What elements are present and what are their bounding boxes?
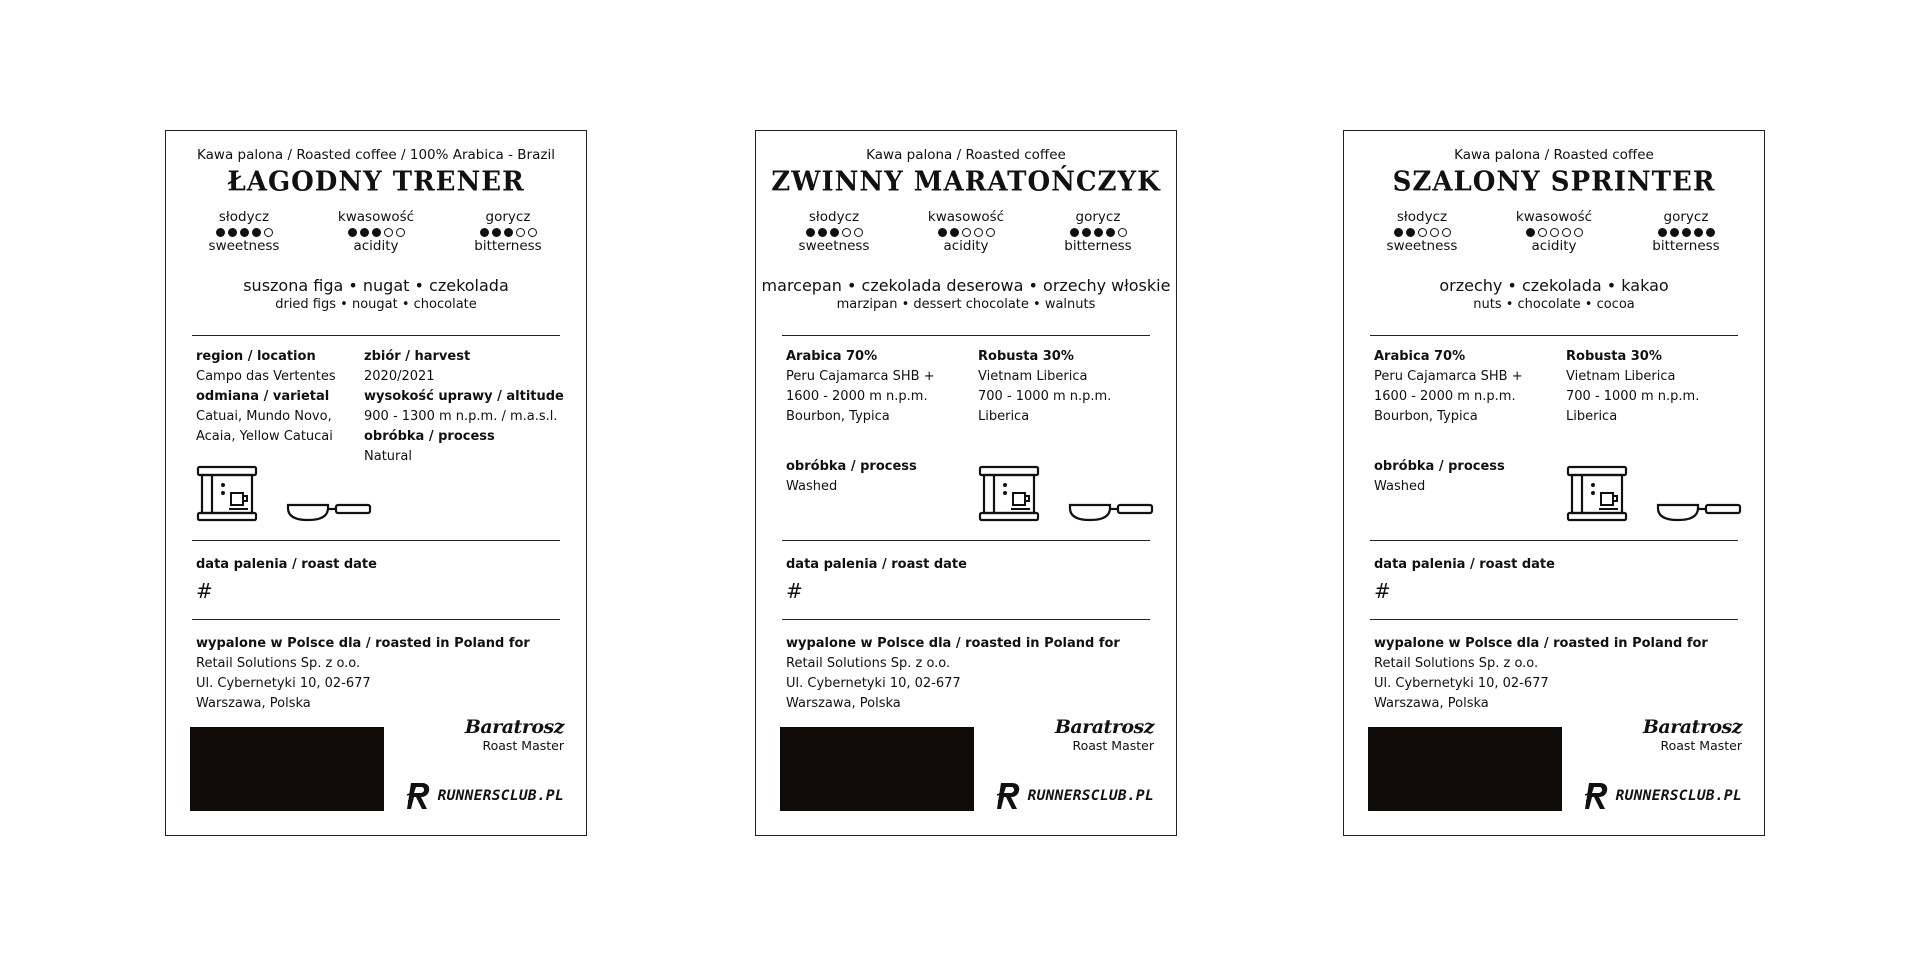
robusta-line: Liberica [978, 409, 1030, 424]
runner-logo-icon [996, 781, 1022, 811]
rating-dots [184, 228, 304, 237]
rating-label-pl: kwasowość [1515, 209, 1593, 225]
rating-dot-empty [528, 228, 537, 237]
divider [192, 335, 560, 336]
tasting-notes [166, 276, 586, 312]
brew-method-icons [1566, 465, 1742, 523]
rating-label-en: bitterness [474, 238, 542, 254]
tasting-notes-en: marzipan • dessert chocolate • walnuts [836, 297, 1096, 312]
rating-dot-filled [818, 228, 827, 237]
brand-logo [406, 781, 564, 811]
varietal-value-line2: Acaia, Yellow Catucai [196, 429, 333, 444]
signature-script: Baratrosz [1054, 716, 1154, 738]
address-line: Ul. Cybernetyki 10, 02-677 [1374, 676, 1549, 691]
rating-dot-empty [384, 228, 393, 237]
address-line: Warszawa, Polska [786, 696, 901, 711]
region-label: region / location [196, 349, 316, 364]
rating-dots [448, 228, 568, 237]
rating-dots [906, 228, 1026, 237]
roast-date-label: data palenia / roast date [1374, 557, 1555, 572]
rating-dot-empty [842, 228, 851, 237]
varietal-label: odmiana / varietal [196, 389, 330, 404]
rating-dot-filled [348, 228, 357, 237]
rating-label-pl: gorycz [1075, 209, 1121, 225]
roasted-for-label: wypalone w Polsce dla / roasted in Poland for [196, 636, 530, 651]
rating-dots [1494, 228, 1614, 237]
rating-label-en: acidity [943, 238, 989, 254]
divider [782, 619, 1150, 620]
rating-dot-empty [986, 228, 995, 237]
rating-dots [1626, 228, 1746, 237]
signature-role: Roast Master [482, 738, 564, 753]
brew-method-icons [978, 465, 1154, 523]
arabica-info [1374, 347, 1564, 427]
card-title: ŁAGODNY TRENER [227, 166, 525, 198]
roast-date-value: # [786, 579, 803, 603]
brand-logo [1584, 781, 1742, 811]
tasting-notes-pl: orzechy • czekolada • kakao [1439, 276, 1669, 295]
roasted-for-block [786, 634, 1120, 714]
rating-dot-filled [1706, 228, 1715, 237]
rating-dot-filled [806, 228, 815, 237]
roast-master-signature [465, 716, 564, 753]
card-title: ZWINNY MARATOŃCZYK [771, 166, 1161, 198]
varietal-value-line1: Catuai, Mundo Novo, [196, 409, 332, 424]
rating-dots [1038, 228, 1158, 237]
rating-sweetness [774, 209, 894, 255]
rating-dots [316, 228, 436, 237]
rating-acidity [1494, 209, 1614, 255]
harvest-value: 2020/2021 [364, 369, 435, 384]
divider [782, 540, 1150, 541]
rating-bitterness [448, 209, 568, 255]
rating-dot-filled [1070, 228, 1079, 237]
harvest-label: zbiór / harvest [364, 349, 471, 364]
process-value: Washed [1374, 479, 1426, 494]
process-value: Washed [786, 479, 838, 494]
rating-label-pl: słodycz [218, 209, 270, 225]
rating-dot-filled [950, 228, 959, 237]
rating-dot-filled [504, 228, 513, 237]
portafilter-icon [1068, 499, 1154, 523]
divider [1370, 619, 1738, 620]
portafilter-icon [286, 499, 372, 523]
brand-name: RUNNERSCLUB.PL [1615, 788, 1742, 804]
rating-dot-empty [1538, 228, 1547, 237]
rating-label-pl: gorycz [1663, 209, 1709, 225]
rating-label-pl: kwasowość [927, 209, 1005, 225]
rating-label-en: bitterness [1652, 238, 1720, 254]
tasting-notes-pl: suszona figa • nugat • czekolada [243, 276, 509, 295]
tasting-notes-en: dried figs • nougat • chocolate [275, 297, 477, 312]
brand-name: RUNNERSCLUB.PL [1027, 788, 1154, 804]
robusta-line: Liberica [1566, 409, 1618, 424]
roasted-for-block [196, 634, 530, 714]
rating-dot-filled [240, 228, 249, 237]
rating-label-en: bitterness [1064, 238, 1132, 254]
barcode-placeholder-box [1368, 727, 1562, 811]
tasting-notes [1344, 276, 1764, 312]
flavor-ratings [774, 209, 1158, 255]
rating-label-en: sweetness [798, 238, 870, 254]
arabica-line: Peru Cajamarca SHB + [1374, 369, 1523, 384]
process-info [786, 457, 966, 497]
roasted-for-block [1374, 634, 1708, 714]
rating-dot-filled [252, 228, 261, 237]
rating-dot-empty [974, 228, 983, 237]
address-line: Warszawa, Polska [1374, 696, 1489, 711]
rating-dot-filled [1082, 228, 1091, 237]
rating-sweetness [1362, 209, 1482, 255]
card-title: SZALONY SPRINTER [1392, 166, 1716, 198]
rating-dot-filled [1094, 228, 1103, 237]
signature-script: Baratrosz [464, 716, 564, 738]
espresso-machine-icon [196, 465, 260, 523]
rating-dot-empty [854, 228, 863, 237]
brew-method-icons [196, 465, 372, 523]
rating-acidity [906, 209, 1026, 255]
process-value: Natural [364, 449, 412, 464]
origin-info-right [364, 347, 579, 467]
rating-dot-filled [830, 228, 839, 237]
rating-dot-empty [962, 228, 971, 237]
rating-label-en: sweetness [208, 238, 280, 254]
coffee-label-card-3 [1343, 130, 1765, 836]
signature-role: Roast Master [1660, 738, 1742, 753]
region-value: Campo das Vertentes [196, 369, 336, 384]
rating-label-pl: kwasowość [337, 209, 415, 225]
roast-date-value: # [1374, 579, 1391, 603]
rating-bitterness [1626, 209, 1746, 255]
rating-dot-empty [1574, 228, 1583, 237]
divider [1370, 335, 1738, 336]
rating-label-en: acidity [353, 238, 399, 254]
roast-date-label: data palenia / roast date [196, 557, 377, 572]
arabica-line: Peru Cajamarca SHB + [786, 369, 935, 384]
rating-dot-empty [1550, 228, 1559, 237]
tasting-notes [756, 276, 1176, 312]
roast-date-value: # [196, 579, 213, 603]
robusta-line: 700 - 1000 m n.p.m. [978, 389, 1112, 404]
origin-info-left [196, 347, 366, 447]
tasting-notes-pl: marcepan • czekolada deserowa • orzechy włoskie [761, 276, 1171, 295]
signature-script: Baratrosz [1642, 716, 1742, 738]
espresso-machine-icon [978, 465, 1042, 523]
coffee-label-card-1 [165, 130, 587, 836]
card-subtitle: Kawa palona / Roasted coffee [866, 147, 1066, 163]
divider [192, 619, 560, 620]
rating-dot-empty [1562, 228, 1571, 237]
robusta-label: Robusta 30% [978, 349, 1074, 364]
arabica-line: 1600 - 2000 m n.p.m. [786, 389, 928, 404]
espresso-machine-icon [1566, 465, 1630, 523]
process-label: obróbka / process [786, 459, 917, 474]
roast-master-signature [1055, 716, 1154, 753]
rating-dot-filled [1658, 228, 1667, 237]
rating-dot-filled [372, 228, 381, 237]
arabica-label: Arabica 70% [1374, 349, 1466, 364]
rating-dot-filled [1694, 228, 1703, 237]
rating-dot-filled [492, 228, 501, 237]
divider [192, 540, 560, 541]
rating-sweetness [184, 209, 304, 255]
arabica-line: 1600 - 2000 m n.p.m. [1374, 389, 1516, 404]
address-line: Retail Solutions Sp. z o.o. [1374, 656, 1539, 671]
roast-master-signature [1643, 716, 1742, 753]
roasted-for-label: wypalone w Polsce dla / roasted in Poland for [1374, 636, 1708, 651]
rating-bitterness [1038, 209, 1158, 255]
robusta-line: 700 - 1000 m n.p.m. [1566, 389, 1700, 404]
roasted-for-label: wypalone w Polsce dla / roasted in Poland for [786, 636, 1120, 651]
rating-dot-empty [1430, 228, 1439, 237]
rating-dot-filled [1670, 228, 1679, 237]
tasting-notes-en: nuts • chocolate • cocoa [1473, 297, 1635, 312]
arabica-label: Arabica 70% [786, 349, 878, 364]
rating-label-en: sweetness [1386, 238, 1458, 254]
rating-dot-empty [1118, 228, 1127, 237]
arabica-line: Bourbon, Typica [1374, 409, 1478, 424]
robusta-line: Vietnam Liberica [978, 369, 1088, 384]
altitude-value: 900 - 1300 m n.p.m. / m.a.s.l. [364, 409, 558, 424]
signature-role: Roast Master [1072, 738, 1154, 753]
flavor-ratings [1362, 209, 1746, 255]
address-line: Ul. Cybernetyki 10, 02-677 [786, 676, 961, 691]
robusta-info [1566, 347, 1756, 427]
rating-dot-empty [516, 228, 525, 237]
arabica-info [786, 347, 976, 427]
rating-label-pl: gorycz [485, 209, 531, 225]
rating-dot-empty [264, 228, 273, 237]
runner-logo-icon [1584, 781, 1610, 811]
rating-dot-empty [1418, 228, 1427, 237]
address-line: Warszawa, Polska [196, 696, 311, 711]
rating-dot-filled [1682, 228, 1691, 237]
card-subtitle: Kawa palona / Roasted coffee [1454, 147, 1654, 163]
address-line: Retail Solutions Sp. z o.o. [196, 656, 361, 671]
robusta-label: Robusta 30% [1566, 349, 1662, 364]
rating-dot-filled [1526, 228, 1535, 237]
brand-name: RUNNERSCLUB.PL [437, 788, 564, 804]
address-line: Ul. Cybernetyki 10, 02-677 [196, 676, 371, 691]
rating-dot-filled [480, 228, 489, 237]
card-subtitle: Kawa palona / Roasted coffee / 100% Arabica - Brazil [197, 147, 555, 163]
rating-dots [774, 228, 894, 237]
rating-label-en: acidity [1531, 238, 1577, 254]
rating-dot-filled [228, 228, 237, 237]
rating-acidity [316, 209, 436, 255]
portafilter-icon [1656, 499, 1742, 523]
runner-logo-icon [406, 781, 432, 811]
arabica-line: Bourbon, Typica [786, 409, 890, 424]
altitude-label: wysokość uprawy / altitude [364, 389, 564, 404]
process-label: obróbka / process [1374, 459, 1505, 474]
rating-dots [1362, 228, 1482, 237]
rating-label-pl: słodycz [1396, 209, 1448, 225]
rating-dot-empty [396, 228, 405, 237]
rating-dot-filled [360, 228, 369, 237]
rating-dot-filled [1406, 228, 1415, 237]
process-info [1374, 457, 1554, 497]
address-line: Retail Solutions Sp. z o.o. [786, 656, 951, 671]
robusta-info [978, 347, 1168, 427]
process-label: obróbka / process [364, 429, 495, 444]
flavor-ratings [184, 209, 568, 255]
rating-dot-empty [1442, 228, 1451, 237]
barcode-placeholder-box [190, 727, 384, 811]
rating-dot-filled [216, 228, 225, 237]
rating-dot-filled [1106, 228, 1115, 237]
rating-dot-filled [1394, 228, 1403, 237]
barcode-placeholder-box [780, 727, 974, 811]
divider [1370, 540, 1738, 541]
rating-dot-filled [938, 228, 947, 237]
roast-date-label: data palenia / roast date [786, 557, 967, 572]
robusta-line: Vietnam Liberica [1566, 369, 1676, 384]
coffee-label-card-2 [755, 130, 1177, 836]
divider [782, 335, 1150, 336]
rating-label-pl: słodycz [808, 209, 860, 225]
brand-logo [996, 781, 1154, 811]
